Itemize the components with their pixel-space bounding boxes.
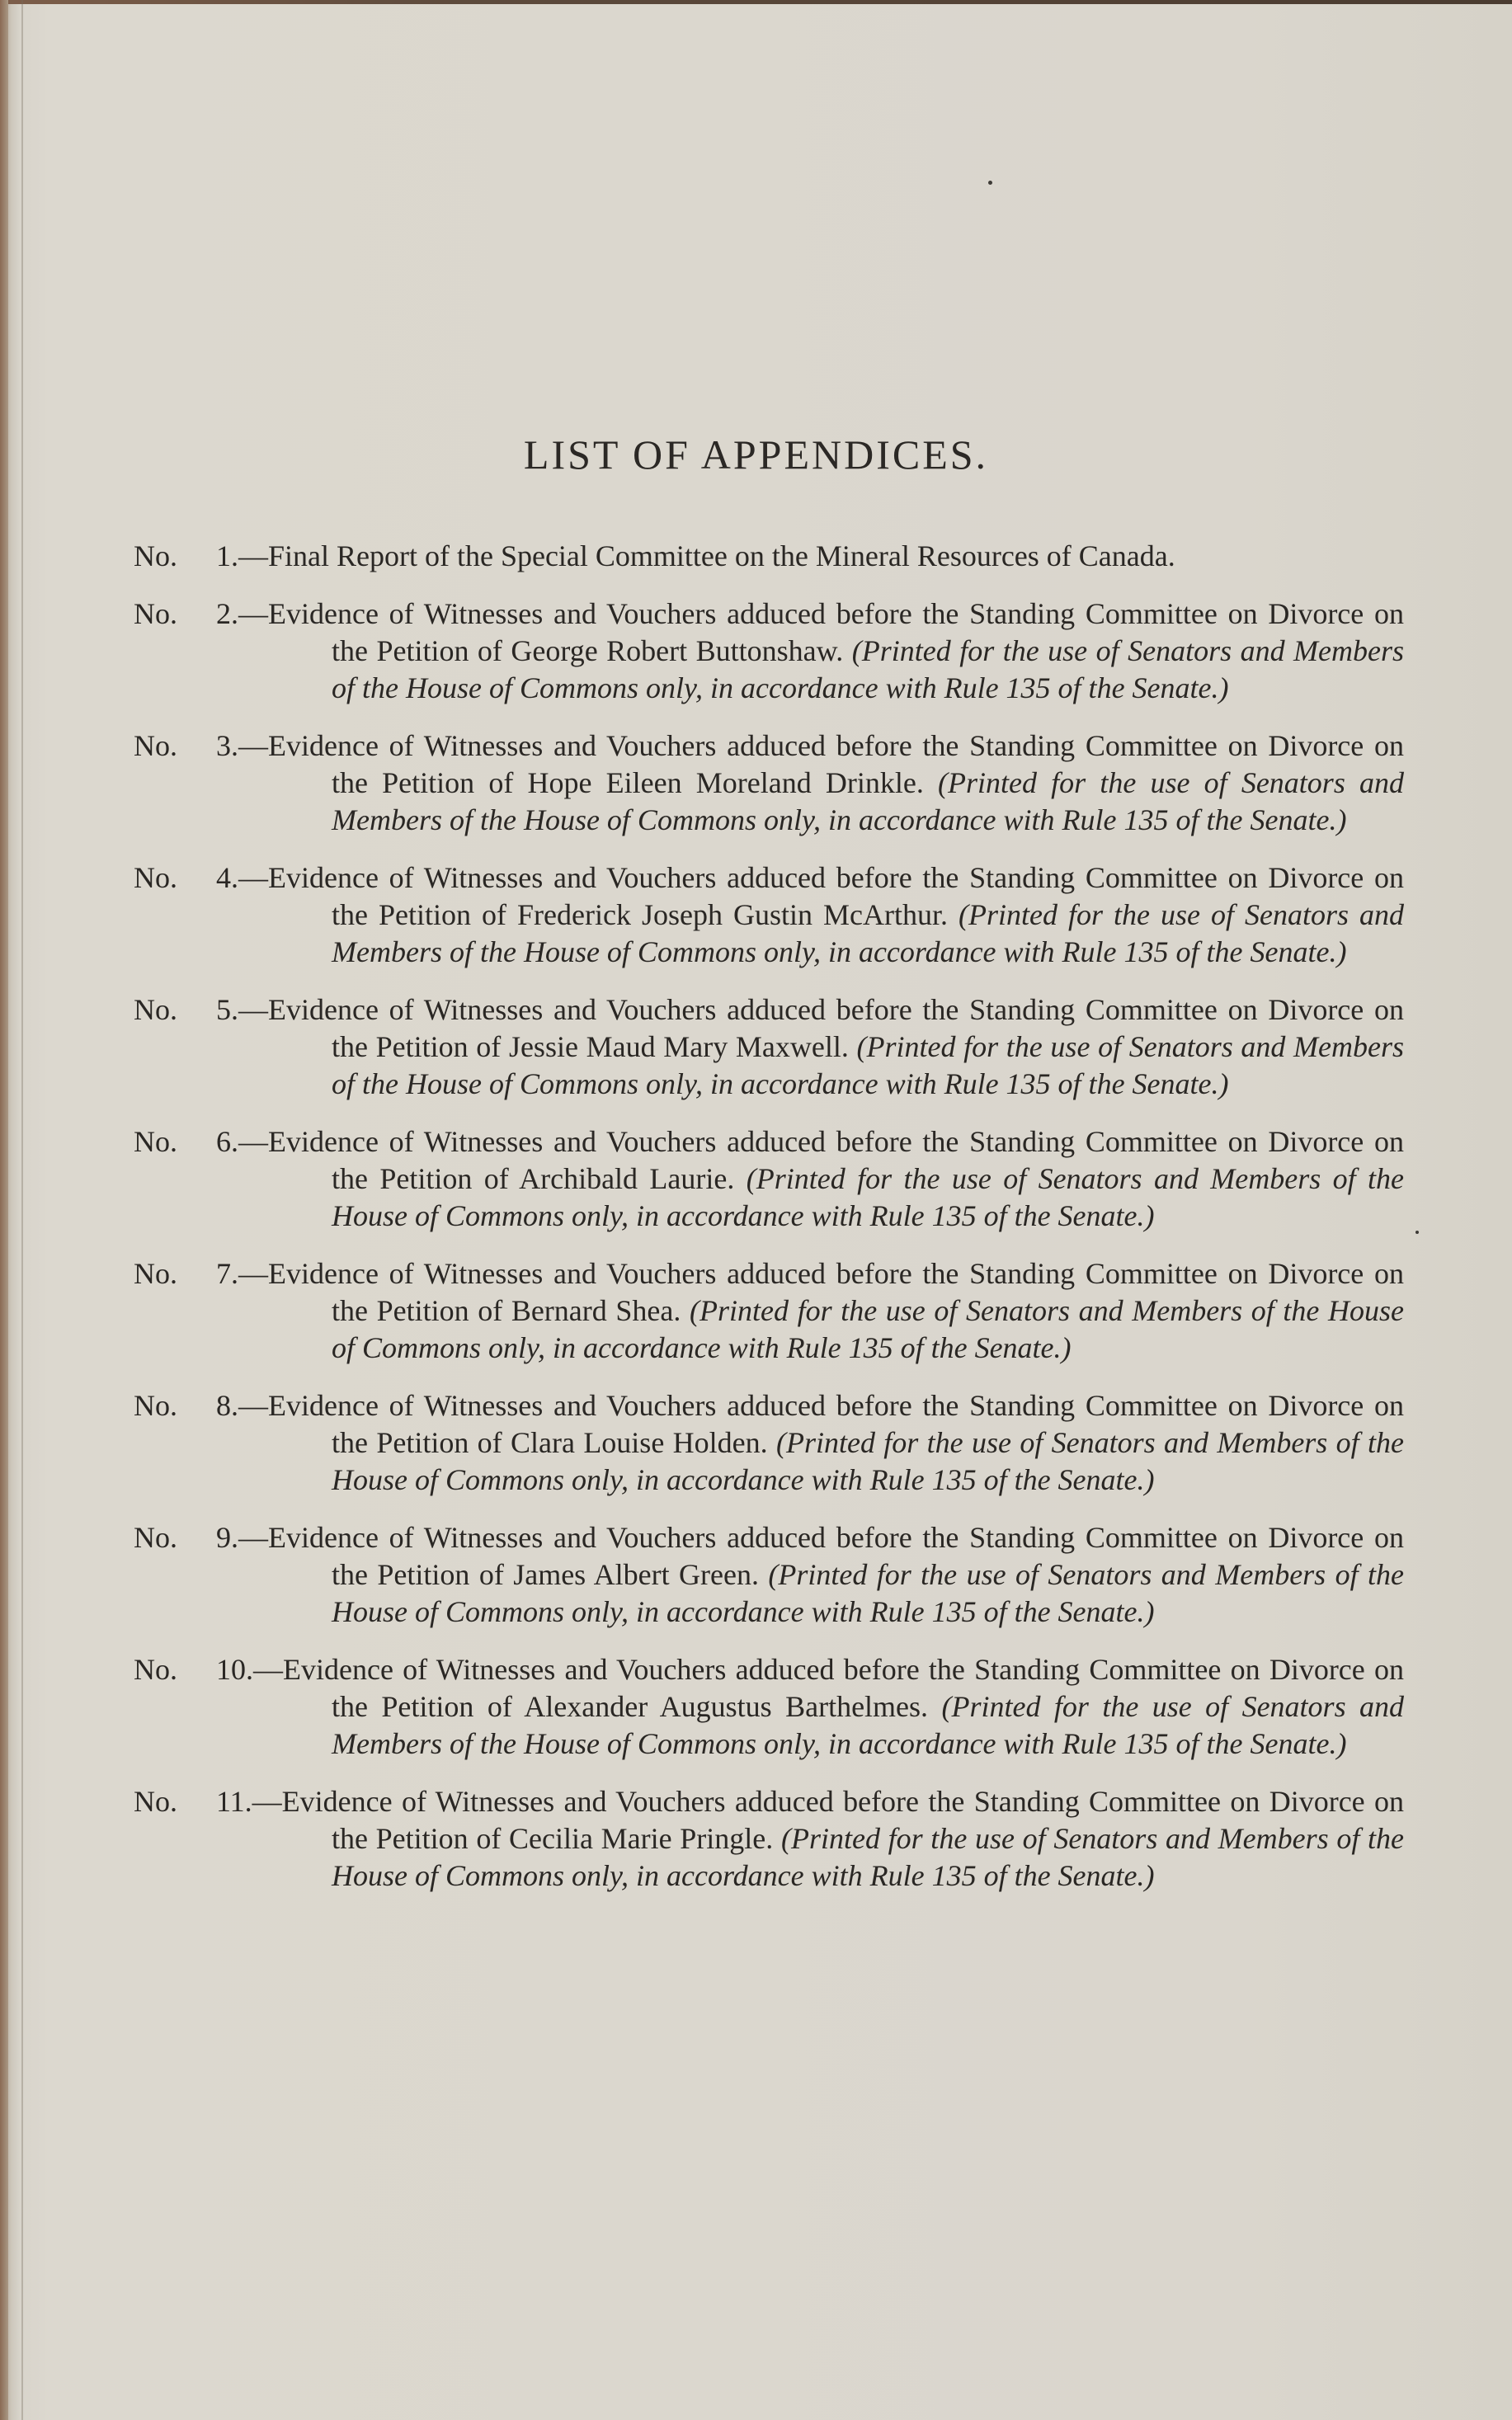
- appendix-entry: [134, 596, 1404, 707]
- entry-body: 5.—Evidence of Witnesses and Vouchers adduced before the Standing Committee on Divorce on the Petition of Jessie Maud Mary Maxwell. (Printed for the use of Senators and Members of the House of Commons only, in accordance with Rule 135 of the Senate.): [216, 993, 1405, 1100]
- entry-body: 1.—Final Report of the Special Committee on the Mineral Resources of Canada.: [216, 539, 1175, 572]
- entry-number: 4.: [216, 861, 238, 894]
- entry-note: (Printed for the use of Senators and Members of the House of Commons only, in accordance with Rule 135 of the Senate.): [332, 1822, 1404, 1892]
- entry-text: Evidence of Witnesses and Vouchers adduced before the Standing Committee on Divorce on the Petition of Frederick Joseph Gustin McArthur.: [268, 861, 1404, 931]
- page-title: LIST OF APPENDICES.: [523, 431, 989, 478]
- entry-number: 7.: [216, 1257, 238, 1290]
- entry-body: 6.—Evidence of Witnesses and Vouchers adduced before the Standing Committee on Divorce on the Petition of Archibald Laurie. (Printed for the use of Senators and Members of the House of Commons only, in accordance with Rule 135 of the Senate.): [216, 1125, 1405, 1232]
- entry-note: (Printed for the use of Senators and Members of the House of Commons only, in accordance with Rule 135 of the Senate.): [332, 766, 1405, 836]
- entry-no-label: No.: [134, 1125, 177, 1158]
- entry-body: 10.—Evidence of Witnesses and Vouchers adduced before the Standing Committee on Divorce on the Petition of Alexander Augustus Barthelmes. (Printed for the use of Senators and Members of the House of Commons only, in accordance with Rule 135 of the Senate.): [216, 1653, 1405, 1760]
- entry-number: 8.: [216, 1389, 238, 1422]
- appendix-entry: [134, 859, 1404, 971]
- entry-body: 11.—Evidence of Witnesses and Vouchers adduced before the Standing Committee on Divorce on the Petition of Cecilia Marie Pringle. (Printed for the use of Senators and Members of the House of Commons only, in accordance with Rule 135 of the Senate.): [216, 1785, 1404, 1892]
- entry-no-label: No.: [134, 861, 177, 894]
- entry-no-label: No.: [134, 993, 177, 1026]
- page-top-edge: [0, 0, 1512, 4]
- entry-number: 11.: [216, 1785, 252, 1818]
- entry-body: 7.—Evidence of Witnesses and Vouchers adduced before the Standing Committee on Divorce on the Petition of Bernard Shea. (Printed for the use of Senators and Members of the House of Commons only, in accordance with Rule 135 of the Senate.): [216, 1257, 1405, 1364]
- entry-note: (Printed for the use of Senators and Members of the House of Commons only, in accordance with Rule 135 of the Senate.): [332, 898, 1405, 968]
- appendix-entry: [134, 538, 1404, 575]
- entry-body: 9.—Evidence of Witnesses and Vouchers adduced before the Standing Committee on Divorce on the Petition of James Albert Green. (Printed for the use of Senators and Members of the House of Commons only, in accordance with Rule 135 of the Senate.): [216, 1521, 1404, 1628]
- appendix-entry: [134, 1255, 1404, 1367]
- entry-note: (Printed for the use of Senators and Members of the House of Commons only, in accordance with Rule 135 of the Senate.): [332, 1690, 1405, 1760]
- entry-note: (Printed for the use of Senators and Members of the House of Commons only, in accordance with Rule 135 of the Senate.): [332, 1030, 1405, 1100]
- entry-number: 1.: [216, 539, 238, 572]
- entry-number: 10.: [216, 1653, 253, 1686]
- entry-body: 3.—Evidence of Witnesses and Vouchers adduced before the Standing Committee on Divorce on the Petition of Hope Eileen Moreland Drinkle. (Printed for the use of Senators and Members of the House of Commons only, in accordance with Rule 135 of the Senate.): [216, 729, 1405, 836]
- entry-text: Evidence of Witnesses and Vouchers adduced before the Standing Committee on Divorce on the Petition of Jessie Maud Mary Maxwell.: [268, 993, 1404, 1063]
- entry-body: 4.—Evidence of Witnesses and Vouchers adduced before the Standing Committee on Divorce on the Petition of Frederick Joseph Gustin McArthur. (Printed for the use of Senators and Members of the House of Commons only, in accordance with Rule 135 of the Senate.): [216, 861, 1405, 968]
- entry-text: Evidence of Witnesses and Vouchers adduced before the Standing Committee on Divorce on the Petition of Bernard Shea.: [268, 1257, 1404, 1327]
- appendix-list: [134, 538, 1404, 1915]
- entry-no-label: No.: [134, 539, 177, 572]
- entry-note: (Printed for the use of Senators and Members of the House of Commons only, in accordance with Rule 135 of the Senate.): [332, 1426, 1404, 1496]
- entry-number: 9.: [216, 1521, 238, 1554]
- appendix-entry: [134, 1783, 1404, 1895]
- entry-no-label: No.: [134, 1653, 177, 1686]
- entry-text: Evidence of Witnesses and Vouchers adduced before the Standing Committee on Divorce on the Petition of Clara Louise Holden.: [268, 1389, 1404, 1459]
- entry-number: 5.: [216, 993, 238, 1026]
- page-fold-line: [21, 0, 23, 2420]
- appendix-entry: [134, 991, 1404, 1103]
- entry-text: Evidence of Witnesses and Vouchers adduced before the Standing Committee on Divorce on the Petition of Cecilia Marie Pringle.: [281, 1785, 1404, 1855]
- paper-speck: [1415, 1231, 1419, 1234]
- entry-text: Final Report of the Special Committee on the Mineral Resources of Canada.: [268, 539, 1175, 572]
- entry-number: 2.: [216, 597, 238, 630]
- book-spine-edge: [0, 0, 8, 2420]
- entry-note: (Printed for the use of Senators and Members of the House of Commons only, in accordance with Rule 135 of the Senate.): [332, 1294, 1405, 1364]
- entry-no-label: No.: [134, 1785, 177, 1818]
- entry-no-label: No.: [134, 597, 177, 630]
- entry-note: (Printed for the use of Senators and Members of the House of Commons only, in accordance with Rule 135 of the Senate.): [332, 634, 1405, 704]
- appendix-entry: [134, 1651, 1404, 1763]
- entry-text: Evidence of Witnesses and Vouchers adduced before the Standing Committee on Divorce on the Petition of Hope Eileen Moreland Drinkle.: [268, 729, 1404, 799]
- appendix-entry: [134, 1387, 1404, 1499]
- entry-no-label: No.: [134, 1521, 177, 1554]
- entry-body: 8.—Evidence of Witnesses and Vouchers adduced before the Standing Committee on Divorce on the Petition of Clara Louise Holden. (Printed for the use of Senators and Members of the House of Commons only, in accordance with Rule 135 of the Senate.): [216, 1389, 1404, 1496]
- entry-text: Evidence of Witnesses and Vouchers adduced before the Standing Committee on Divorce on the Petition of James Albert Green.: [268, 1521, 1404, 1591]
- appendix-entry: [134, 727, 1404, 839]
- entry-body: 2.—Evidence of Witnesses and Vouchers adduced before the Standing Committee on Divorce on the Petition of George Robert Buttonshaw. (Printed for the use of Senators and Members of the House of Commons only, in accordance with Rule 135 of the Senate.): [216, 597, 1405, 704]
- entry-text: Evidence of Witnesses and Vouchers adduced before the Standing Committee on Divorce on the Petition of Alexander Augustus Barthelmes.: [283, 1653, 1404, 1723]
- entry-no-label: No.: [134, 1257, 177, 1290]
- paper-speck: [988, 181, 992, 185]
- entry-note: (Printed for the use of Senators and Members of the House of Commons only, in accordance with Rule 135 of the Senate.): [332, 1558, 1404, 1628]
- entry-text: Evidence of Witnesses and Vouchers adduced before the Standing Committee on Divorce on the Petition of George Robert Buttonshaw.: [268, 597, 1404, 667]
- entry-number: 6.: [216, 1125, 238, 1158]
- entry-no-label: No.: [134, 729, 177, 762]
- appendix-entry: [134, 1123, 1404, 1235]
- entry-no-label: No.: [134, 1389, 177, 1422]
- entry-note: (Printed for the use of Senators and Members of the House of Commons only, in accordance with Rule 135 of the Senate.): [332, 1162, 1405, 1232]
- entry-number: 3.: [216, 729, 238, 762]
- entry-text: Evidence of Witnesses and Vouchers adduced before the Standing Committee on Divorce on the Petition of Archibald Laurie.: [268, 1125, 1404, 1195]
- appendix-entry: [134, 1519, 1404, 1631]
